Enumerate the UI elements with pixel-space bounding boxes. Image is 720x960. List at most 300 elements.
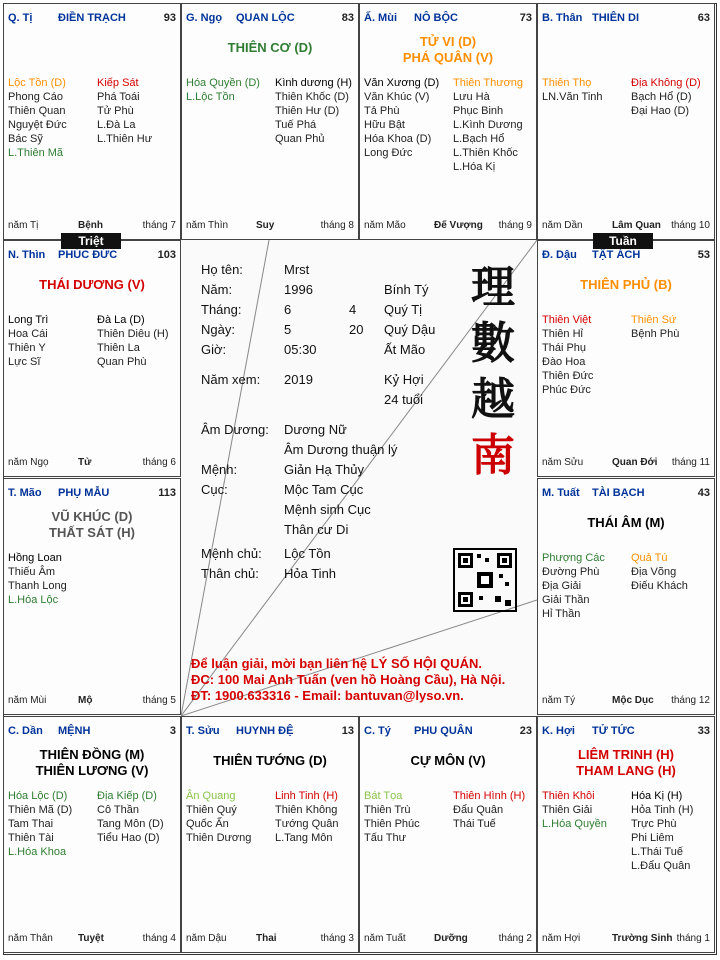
value-cuc-2: Mệnh sinh Cục xyxy=(284,502,371,517)
palace-branch: Ấ. Mùi xyxy=(364,12,397,24)
palace-branch: C. Tý xyxy=(364,725,391,737)
label-gio: Giờ: xyxy=(201,342,227,357)
minor-stars-right xyxy=(631,789,693,873)
footer-month: tháng 8 xyxy=(320,220,354,231)
minor-star: Phục Binh xyxy=(453,105,504,117)
palace-header xyxy=(364,12,532,26)
footer-year: năm Hợi xyxy=(542,933,581,944)
info-lunar xyxy=(349,300,363,340)
minor-star: Hóa Quyền (D) xyxy=(186,77,260,89)
minor-star: Phong Cáo xyxy=(8,91,64,103)
palace-header xyxy=(186,12,354,26)
minor-star: Tả Phù xyxy=(364,105,400,117)
palace-name: PHU QUÂN xyxy=(414,725,473,737)
minor-star: Tam Thai xyxy=(8,818,54,830)
minor-star: Trực Phù xyxy=(631,818,677,830)
minor-star: Hỉ Thần xyxy=(542,608,581,620)
footer-year: năm Tý xyxy=(542,695,576,706)
minor-star: Phá Toái xyxy=(97,91,140,103)
palace-number: 13 xyxy=(341,725,354,737)
footer-stage: Dưỡng xyxy=(434,933,468,944)
palace-number: 23 xyxy=(519,725,532,737)
minor-star: L.Hóa Lộc xyxy=(8,594,59,606)
minor-stars-left xyxy=(542,76,603,104)
minor-star: Thiên Việt xyxy=(542,314,592,326)
label-am-duong: Âm Dương: xyxy=(201,422,269,437)
footer-year: năm Thìn xyxy=(186,220,229,231)
palace-number: 93 xyxy=(163,12,176,24)
main-stars xyxy=(538,515,714,531)
minor-star: L.Hóa Quyền xyxy=(542,818,607,830)
palace-cell[interactable] xyxy=(537,3,715,240)
minor-star: Thiên Diêu (H) xyxy=(97,328,169,340)
palace-header xyxy=(542,249,710,263)
minor-star: Thiên Giải xyxy=(542,804,593,816)
minor-star: Phúc Đức xyxy=(542,384,591,396)
minor-star: Linh Tinh (H) xyxy=(275,790,338,802)
main-star: THẤT SÁT (H) xyxy=(49,525,135,540)
info-values-2 xyxy=(284,420,397,584)
palace-footer xyxy=(542,220,710,233)
minor-star: L.Thiên Mã xyxy=(8,147,64,159)
minor-stars-left xyxy=(8,313,48,369)
minor-star: Bác Sỹ xyxy=(8,133,43,145)
value-gio: 05:30 xyxy=(284,342,317,357)
minor-stars-right xyxy=(453,76,523,174)
palace-name: TẬT ÁCH xyxy=(592,249,641,261)
minor-star: Bát Tọa xyxy=(364,790,403,802)
palace-number: 113 xyxy=(158,487,176,499)
minor-star: Thiên Quý xyxy=(186,804,237,816)
footer-month: tháng 9 xyxy=(498,220,532,231)
palace-footer xyxy=(364,933,532,946)
minor-stars-right xyxy=(97,313,169,369)
palace-cell[interactable] xyxy=(3,716,181,953)
center-info-panel xyxy=(181,240,537,716)
palace-footer xyxy=(542,695,710,708)
minor-stars-right xyxy=(275,76,352,146)
minor-star: Hữu Bật xyxy=(364,119,405,131)
value-thang-am: 4 xyxy=(349,302,357,317)
footer-year: năm Sửu xyxy=(542,457,584,468)
main-stars xyxy=(4,509,180,541)
minor-star: Địa Giải xyxy=(542,580,582,592)
footer-year: năm Dần xyxy=(542,220,583,231)
contact-block xyxy=(191,656,505,704)
calligraphy-char: 數 xyxy=(471,318,515,369)
palace-name: PHÚC ĐỨC xyxy=(58,249,118,261)
label-menh-chu: Mệnh chủ: xyxy=(201,546,262,561)
footer-year: năm Ngọ xyxy=(8,457,49,468)
minor-star: Quốc Ấn xyxy=(186,818,229,830)
palace-number: 43 xyxy=(697,487,710,499)
minor-stars-left xyxy=(8,551,67,607)
palace-name: MỆNH xyxy=(58,725,91,737)
minor-star: Thiên Không xyxy=(275,804,338,816)
footer-month: tháng 4 xyxy=(142,933,176,944)
minor-star: Thiên Y xyxy=(8,342,46,354)
palace-footer xyxy=(8,933,176,946)
minor-stars-right xyxy=(97,789,164,845)
label-thang: Tháng: xyxy=(201,302,242,317)
minor-stars-left xyxy=(186,76,260,104)
palace-name: ĐIỀN TRẠCH xyxy=(58,12,126,24)
palace-footer xyxy=(186,933,354,946)
main-stars xyxy=(538,277,714,293)
minor-star: L.Thiên Khốc xyxy=(453,147,518,159)
minor-star: Ân Quang xyxy=(186,790,236,802)
minor-star: Thiên Sứ xyxy=(631,314,677,326)
minor-star: Tử Phù xyxy=(97,105,134,117)
minor-star: Bạch Hổ (D) xyxy=(631,91,692,103)
value-nam-can: Bính Tý xyxy=(384,282,429,297)
footer-stage: Lâm Quan xyxy=(612,220,661,231)
palace-footer xyxy=(364,220,532,233)
main-stars xyxy=(4,277,180,293)
palace-branch: N. Thìn xyxy=(8,249,46,261)
palace-cell[interactable] xyxy=(3,478,181,715)
value-ngay-am: 20 xyxy=(349,322,364,337)
calligraphy-logo xyxy=(471,260,515,484)
palace-branch: B. Thân xyxy=(542,12,583,24)
minor-star: L.Hóa Kị xyxy=(453,161,496,173)
palace-number: 53 xyxy=(697,249,710,261)
minor-star: Tang Môn (D) xyxy=(97,818,164,830)
value-tuoi: 24 tuổi xyxy=(384,392,424,407)
palace-cell[interactable] xyxy=(3,3,181,240)
minor-star: Hỏa Tinh (H) xyxy=(631,804,694,816)
calligraphy-char: 南 xyxy=(471,430,515,481)
main-stars xyxy=(360,753,536,769)
palace-branch: G. Ngọ xyxy=(186,12,223,24)
minor-star: L.Tang Môn xyxy=(275,832,333,844)
palace-branch: T. Mão xyxy=(8,487,42,499)
minor-star: Thiên Mã (D) xyxy=(8,804,73,816)
minor-star: L.Hóa Khoa xyxy=(8,846,67,858)
minor-star: Đẩu Quân xyxy=(453,804,504,816)
footer-year: năm Mùi xyxy=(8,695,47,706)
footer-stage: Đế Vượng xyxy=(434,220,483,231)
value-than-chu: Hỏa Tinh xyxy=(284,566,337,581)
footer-stage: Bệnh xyxy=(78,220,103,231)
value-am-duong-2: Âm Dương thuận lý xyxy=(284,442,398,457)
tag-tuan: Tuần xyxy=(593,233,653,249)
minor-stars-right xyxy=(631,313,679,341)
palace-cell[interactable] xyxy=(3,240,181,477)
minor-star: Thiên Quan xyxy=(8,105,66,117)
main-stars xyxy=(182,40,358,56)
value-menh-chu: Lộc Tồn xyxy=(284,546,331,561)
footer-stage: Trường Sinh xyxy=(612,933,673,944)
minor-star: Kiếp Sát xyxy=(97,77,139,89)
minor-star: Thiên Hình (H) xyxy=(453,790,526,802)
main-star: LIÊM TRINH (H) xyxy=(577,747,675,762)
minor-star: Giải Thần xyxy=(542,594,590,606)
minor-star: Địa Võng xyxy=(631,566,677,578)
footer-month: tháng 12 xyxy=(671,695,710,706)
minor-star: Hồng Loan xyxy=(8,552,62,564)
value-thang: 6 xyxy=(284,302,292,317)
minor-star: Hóa Lộc (D) xyxy=(8,790,68,802)
minor-star: Hóa Khoa (D) xyxy=(364,133,432,145)
minor-stars-left xyxy=(8,789,72,859)
footer-stage: Mộc Dục xyxy=(612,695,654,706)
main-stars xyxy=(182,753,358,769)
footer-year: năm Tuất xyxy=(364,933,406,944)
minor-star: Thiên Khốc (D) xyxy=(275,91,349,103)
minor-star: Văn Xương (D) xyxy=(364,77,440,89)
value-cuc-1: Mộc Tam Cục xyxy=(284,482,364,497)
main-star: VŨ KHÚC (D) xyxy=(51,509,133,524)
footer-month: tháng 5 xyxy=(142,695,176,706)
minor-stars-left xyxy=(186,789,251,845)
minor-star: Thiên Hư (D) xyxy=(275,105,340,117)
palace-header xyxy=(186,725,354,739)
palace-branch: C. Dần xyxy=(8,725,43,737)
palace-number: 73 xyxy=(519,12,532,24)
palace-footer xyxy=(542,933,710,946)
minor-star: Thiên Tài xyxy=(8,832,54,844)
palace-branch: Q. Tị xyxy=(8,12,33,24)
main-star: THIÊN PHỦ (B) xyxy=(580,277,672,292)
minor-stars-right xyxy=(631,551,688,593)
palace-cell[interactable] xyxy=(359,716,537,953)
palace-number: 33 xyxy=(697,725,710,737)
palace-cell[interactable] xyxy=(537,478,715,715)
palace-footer xyxy=(8,220,176,233)
palace-header xyxy=(8,12,176,26)
palace-header xyxy=(8,487,176,501)
minor-star: Quan Phủ xyxy=(275,133,325,145)
footer-year: năm Mão xyxy=(364,220,406,231)
minor-star: L.Thái Tuế xyxy=(631,846,683,858)
palace-footer xyxy=(8,695,176,708)
qr-code[interactable] xyxy=(453,548,517,612)
palace-header xyxy=(542,487,710,501)
palace-number: 3 xyxy=(169,725,176,737)
value-am-duong-1: Dương Nữ xyxy=(284,422,347,437)
label-ngay: Ngày: xyxy=(201,322,235,337)
minor-star: Phượng Các xyxy=(542,552,605,564)
main-stars xyxy=(360,34,536,66)
palace-name: TÀI BẠCH xyxy=(592,487,645,499)
calligraphy-char: 越 xyxy=(471,374,515,425)
value-nam: 1996 xyxy=(284,282,313,297)
value-cuc-3: Thân cư Di xyxy=(284,522,349,537)
palace-name: TỬ TỨC xyxy=(592,725,635,737)
palace-branch: T. Sửu xyxy=(186,725,220,737)
minor-star: LN.Văn Tinh xyxy=(542,91,603,103)
minor-star: Đà La (D) xyxy=(97,314,145,326)
value-nam-xem-can: Kỷ Hợi xyxy=(384,372,424,387)
footer-stage: Suy xyxy=(256,220,275,231)
minor-star: Thanh Long xyxy=(8,580,67,592)
palace-name: QUAN LỘC xyxy=(236,12,295,24)
footer-month: tháng 6 xyxy=(142,457,176,468)
calligraphy-char: 理 xyxy=(471,262,515,313)
main-star: TỬ VI (D) xyxy=(419,34,477,49)
minor-stars-left xyxy=(542,789,607,831)
label-nam-xem: Năm xem: xyxy=(201,372,261,387)
minor-star: Tướng Quân xyxy=(275,818,339,830)
palace-cell[interactable] xyxy=(359,3,537,240)
palace-footer xyxy=(8,457,176,470)
minor-star: Thái Phụ xyxy=(542,342,587,354)
palace-footer xyxy=(542,457,710,470)
minor-star: Bệnh Phù xyxy=(631,328,680,340)
minor-star: Cô Thần xyxy=(97,804,139,816)
minor-stars-right xyxy=(275,789,339,845)
value-nam-xem: 2019 xyxy=(284,372,313,387)
footer-year: năm Tị xyxy=(8,220,39,231)
footer-month: tháng 3 xyxy=(320,933,354,944)
minor-star: Thiên Phúc xyxy=(364,818,420,830)
main-stars xyxy=(538,747,714,779)
minor-star: Phi Liêm xyxy=(631,832,674,844)
palace-cell[interactable] xyxy=(537,716,715,953)
palace-header xyxy=(364,725,532,739)
minor-star: Quan Phù xyxy=(97,356,147,368)
main-star: THIÊN TƯỚNG (D) xyxy=(213,753,327,768)
footer-stage: Tuyệt xyxy=(78,933,104,944)
minor-stars-right xyxy=(453,789,525,831)
main-star: THIÊN CƠ (D) xyxy=(227,40,313,55)
contact-line-3[interactable]: ĐT: 1900.633316 - Email: bantuvan@lyso.vn. xyxy=(191,688,464,703)
minor-star: Tuế Phá xyxy=(275,119,317,131)
minor-star: Đường Phù xyxy=(542,566,600,578)
minor-star: Văn Khúc (V) xyxy=(364,91,430,103)
minor-star: L.Thiên Hư xyxy=(97,133,153,145)
palace-header xyxy=(8,249,176,263)
value-menh: Giản Hạ Thủy xyxy=(284,462,364,477)
palace-number: 83 xyxy=(341,12,354,24)
palace-number: 103 xyxy=(157,249,176,261)
palace-cell[interactable] xyxy=(537,240,715,477)
minor-star: Nguyệt Đức xyxy=(8,119,67,131)
palace-branch: Đ. Dậu xyxy=(542,249,577,261)
minor-star: Điếu Khách xyxy=(631,580,688,592)
minor-star: Long Đức xyxy=(364,147,413,159)
minor-stars-left xyxy=(364,76,439,160)
palace-name: PHỤ MẪU xyxy=(58,487,110,499)
minor-star: Đại Hao (D) xyxy=(631,105,690,117)
footer-month: tháng 7 xyxy=(142,220,176,231)
minor-stars-left xyxy=(542,313,593,397)
footer-month: tháng 11 xyxy=(671,457,710,468)
palace-header xyxy=(542,725,710,739)
palace-cell[interactable] xyxy=(181,716,359,953)
footer-month: tháng 2 xyxy=(498,933,532,944)
label-ho-ten: Họ tên: xyxy=(201,262,243,277)
footer-year: năm Dậu xyxy=(186,933,227,944)
main-star: THÁI DƯƠNG (V) xyxy=(39,277,145,292)
minor-star: Thiếu Âm xyxy=(8,566,56,578)
footer-month: tháng 1 xyxy=(676,933,710,944)
info-labels-2 xyxy=(201,420,269,584)
main-star: THÁI ÂM (M) xyxy=(587,515,665,530)
minor-star: Quả Tú xyxy=(631,552,668,564)
minor-stars-left xyxy=(364,789,420,845)
minor-star: L.Đẩu Quân xyxy=(631,860,691,872)
minor-star: Thiên Đức xyxy=(542,370,594,382)
footer-stage: Thai xyxy=(256,933,277,944)
minor-star: Thiên Khôi xyxy=(542,790,595,802)
minor-star: L.Kình Dương xyxy=(453,119,523,131)
label-menh: Mệnh: xyxy=(201,462,238,477)
main-star: PHÁ QUÂN (V) xyxy=(402,50,494,65)
minor-star: Địa Kiếp (D) xyxy=(97,790,157,802)
minor-star: Tiểu Hao (D) xyxy=(97,832,160,844)
minor-star: Thiên Thương xyxy=(453,77,524,89)
minor-star: Hoa Cái xyxy=(8,328,48,340)
minor-star: Thiên Thọ xyxy=(542,77,592,89)
info-labels xyxy=(201,260,260,390)
value-ho-ten: Mrst xyxy=(284,262,310,277)
main-star: THAM LANG (H) xyxy=(576,763,676,778)
minor-star: L.Bạch Hổ xyxy=(453,133,505,145)
tag-triet: Triệt xyxy=(61,233,121,249)
label-nam: Năm: xyxy=(201,282,233,297)
value-thang-can: Quý Tị xyxy=(384,302,423,317)
palace-name: HUYNH ĐỆ xyxy=(236,725,294,737)
minor-star: L.Lộc Tồn xyxy=(186,91,235,103)
palace-number: 63 xyxy=(697,12,710,24)
palace-cell[interactable] xyxy=(181,3,359,240)
minor-star: Kình dương (H) xyxy=(275,77,352,89)
palace-name: THIÊN DI xyxy=(592,12,640,24)
contact-line-2: ĐC: 100 Mai Anh Tuấn (ven hồ Hoàng Cầu), Hà Nội. xyxy=(191,672,506,687)
minor-star: Thiên Hỉ xyxy=(542,328,583,340)
minor-star: Tấu Thư xyxy=(364,832,407,844)
main-star: CỰ MÔN (V) xyxy=(410,753,486,768)
minor-star: Địa Không (D) xyxy=(631,77,701,89)
value-ngay: 5 xyxy=(284,322,292,337)
main-star: THIÊN LƯƠNG (V) xyxy=(35,763,149,778)
minor-star: L.Đà La xyxy=(97,119,136,131)
minor-stars-right xyxy=(97,76,152,146)
minor-star: Lưu Hà xyxy=(453,91,490,103)
minor-star: Long Trì xyxy=(8,314,49,326)
main-stars xyxy=(4,747,180,779)
palace-name: NÔ BỘC xyxy=(414,12,458,24)
footer-stage: Quan Đới xyxy=(612,457,658,468)
value-ngay-can: Quý Dậu xyxy=(384,322,436,337)
palace-branch: M. Tuất xyxy=(542,487,580,499)
minor-star: Thiên La xyxy=(97,342,140,354)
value-gio-can: Ất Mão xyxy=(384,342,426,357)
palace-header xyxy=(542,12,710,26)
info-can-chi xyxy=(384,280,435,410)
palace-footer xyxy=(186,220,354,233)
minor-star: Lộc Tồn (D) xyxy=(8,77,66,89)
footer-stage: Mộ xyxy=(78,695,93,706)
palace-branch: K. Hợi xyxy=(542,725,575,737)
minor-star: Thiên Trù xyxy=(364,804,411,816)
main-star: THIÊN ĐỒNG (M) xyxy=(39,747,145,762)
minor-stars-left xyxy=(8,76,67,160)
minor-star: Lực Sĩ xyxy=(8,356,41,368)
minor-stars-right xyxy=(631,76,701,118)
info-values xyxy=(284,260,317,390)
label-cuc: Cục: xyxy=(201,482,228,497)
minor-star: Hóa Kị (H) xyxy=(631,790,683,802)
minor-stars-left xyxy=(542,551,605,621)
palace-header xyxy=(8,725,176,739)
minor-star: Thái Tuế xyxy=(453,818,496,830)
qr-pattern-icon xyxy=(455,550,515,610)
contact-line-1: Để luận giải, mời bạn liên hệ LÝ SỐ HỘI QUÁN. xyxy=(191,656,482,671)
minor-star: Đào Hoa xyxy=(542,356,586,368)
